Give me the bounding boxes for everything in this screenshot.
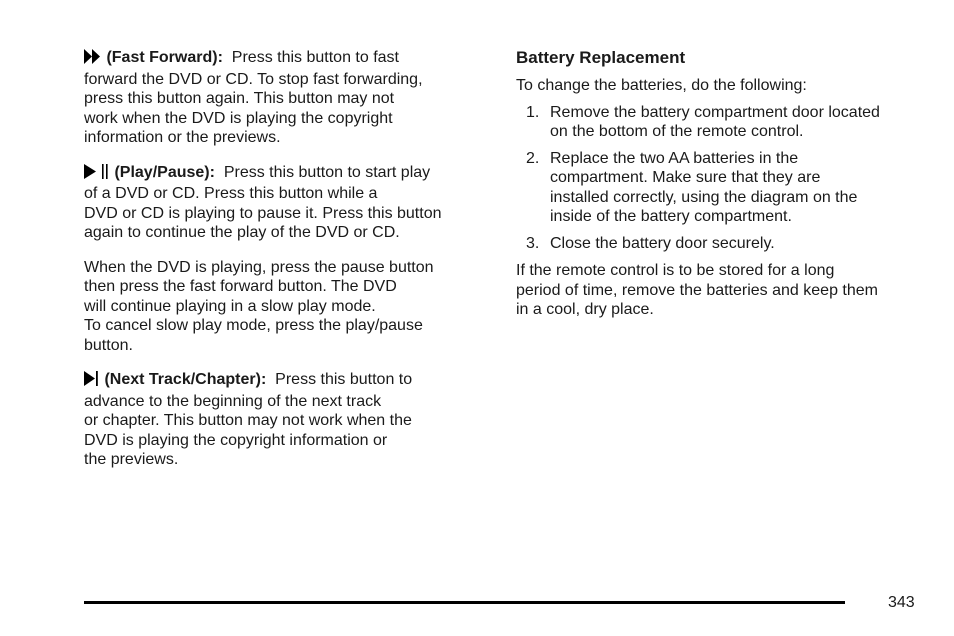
step-text-line: inside of the battery compartment.	[550, 208, 792, 225]
play-pause-paragraph	[84, 163, 494, 243]
fast-forward-paragraph	[84, 48, 494, 148]
play-pause-text-line: Press this button to start play	[223, 163, 431, 181]
next-track-text-line: Press this button to	[275, 371, 413, 388]
next-track-text-line: or chapter. This button may not work when the	[84, 412, 412, 429]
fast-forward-text-line: Press this button to fast	[231, 49, 399, 66]
step-text-line: compartment. Make sure that they are	[550, 169, 821, 186]
step-text-line: Remove the battery compartment door located	[550, 103, 880, 121]
list-item	[516, 149, 926, 227]
closing-text-line: If the remote control is to be stored for a long	[516, 262, 835, 279]
slow-play-text-line: button.	[84, 336, 133, 354]
play-pause-text-line: of a DVD or CD. Press this button while a	[84, 185, 378, 202]
next-track-text-line: advance to the beginning of the next track	[84, 392, 382, 410]
intro-text: To change the batteries, do the following:	[516, 77, 807, 94]
steps-list	[516, 103, 926, 254]
slow-play-paragraph	[84, 258, 494, 356]
list-item	[516, 234, 926, 254]
closing-text-line: period of time, remove the batteries and keep them	[516, 281, 878, 299]
right-column	[516, 48, 926, 320]
list-item	[516, 103, 926, 142]
section-heading: Battery Replacement	[516, 48, 686, 67]
next-track-text-line: DVD is playing the copyright information or	[84, 431, 388, 449]
step-number: 2.	[526, 149, 540, 167]
step-text-line: on the bottom of the remote control.	[550, 123, 804, 140]
next-track-term: (Next Track/Chapter):	[104, 371, 267, 388]
fast-forward-text-line: information or the previews.	[84, 129, 281, 146]
slow-play-text-line: To cancel slow play mode, press the play/pause	[84, 317, 423, 334]
slow-play-text-line: will continue playing in a slow play mode.	[84, 297, 376, 315]
step-number: 3.	[526, 234, 540, 252]
play-pause-term: (Play/Pause):	[114, 163, 215, 181]
next-track-paragraph	[84, 370, 494, 470]
page-number: 343	[888, 594, 915, 611]
footer-rule	[84, 601, 845, 604]
step-text-line: Replace the two AA batteries in the	[550, 149, 799, 167]
fast-forward-term: (Fast Forward):	[106, 49, 223, 66]
play-pause-text-line: again to continue the play of the DVD or CD.	[84, 224, 400, 241]
slow-play-text-line: then press the fast forward button. The DVD	[84, 278, 397, 295]
play-pause-icon	[84, 164, 110, 185]
fast-forward-icon	[84, 49, 102, 70]
next-track-text-line: the previews.	[84, 451, 179, 468]
fast-forward-text-line: press this button again. This button may not	[84, 90, 395, 107]
slow-play-text-line: When the DVD is playing, press the pause button	[84, 258, 434, 276]
fast-forward-text-line: forward the DVD or CD. To stop fast forwarding,	[84, 70, 423, 88]
closing-paragraph	[516, 261, 926, 320]
play-pause-text-line: DVD or CD is playing to pause it. Press this button	[84, 204, 442, 222]
fast-forward-text-line: work when the DVD is playing the copyright	[84, 109, 393, 127]
closing-text-line: in a cool, dry place.	[516, 301, 654, 318]
step-number: 1.	[526, 103, 540, 121]
left-column	[84, 48, 494, 485]
step-text-line: installed correctly, using the diagram on the	[550, 188, 858, 206]
next-track-icon	[84, 371, 100, 392]
step-text-line: Close the battery door securely.	[550, 234, 775, 252]
